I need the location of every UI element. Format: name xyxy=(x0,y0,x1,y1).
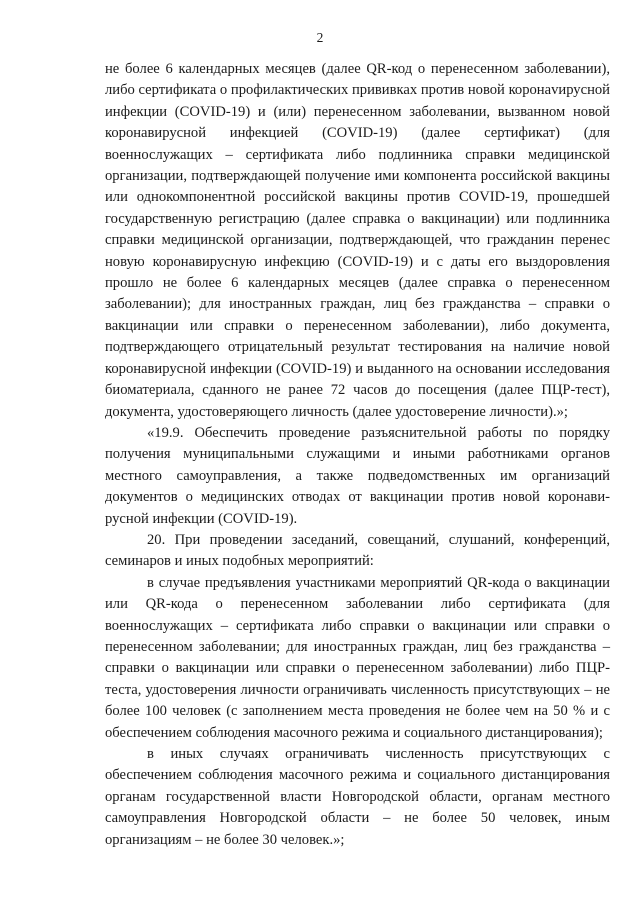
page-number: 2 xyxy=(316,30,324,45)
paragraph-20-other-cases: в иных случаях ограничивать численность присутствующих с обеспечением соблюдения масочного режима и социального дистанцирования органам государственной власти Новгородской области, органам местного самоуправления Новгородской области – не более 50 человек, иным организациям – не более 30 человек.»; xyxy=(105,746,610,848)
paragraph-continuation: не более 6 календарных месяцев (далее QR-код о перенесенном заболевании), либо сертификата о профилактических прививках против новой коронаvирусной инфекции (COVID-19) и (или) перенесенном заболевании, вызванном новой коронавирусной инфекцией (COVID-19) (далее сертификат) (для военнослужащих – сертификата либо подлинника справки медицинской организации, подтверждающей получение ими компонента российской вакцины или однокомпонентной российской вакцины против COVID-19, прошедшей государственную регистрацию (далее справка о вакцинации) или подлинника справки медицинской организации, подтверждающей, что гражданин перенес новую коронавирусную инфекцию (COVID-19) и с даты его выздоровления прошло не более 6 календарных месяцев (далее справка о перенесенном заболевании); для иностранных граждан, лиц без гражданства – справки о вакцинации или справки о перенесенном заболевании), либо документа, подтверждающего отрицательный результат тестирования на наличие новой коронавирусной инфекции (COVID-19) и выданного на основании исследования биоматериала, сданного не ранее 72 часов до посещения (далее ПЦР-тест), документа, удостоверяющего личность (далее удостоверение личности).»; xyxy=(105,61,610,420)
document-body xyxy=(105,59,610,851)
paragraph-20-case-qr: в случае предъявления участниками мероприятий QR-кода о вакцинации или QR-кода о перенесенном заболевании либо сертификата (для военнослужащих – сертификата либо справки о вакцинации или справки о перенесенном заболевании; для иностранных граждан, лиц без гражданства – справки о вакцинации или справки о перенесенном заболевании) либо ПЦР-теста, удостоверения личности ограничивать численность присутствующих – не более 100 человек (с заполнением места проведения не более чем на 50 % и с обеспечением соблюдения масочного режима и социального дистанцирования); xyxy=(105,574,610,741)
paragraph-19-9: «19.9. Обеспечить проведение разъяснительной работы по порядку получения муниципальными служащими и иными работниками органов местного самоуправления, а также подведомственных им организаций документов о медицинских отводах от вакцинации против новой коронавирусной инфекции (COVID-19). xyxy=(105,424,610,527)
paragraph-20: 20. При проведении заседаний, совещаний, слушаний, конференций, семинаров и иных подобных мероприятий: xyxy=(105,531,610,570)
